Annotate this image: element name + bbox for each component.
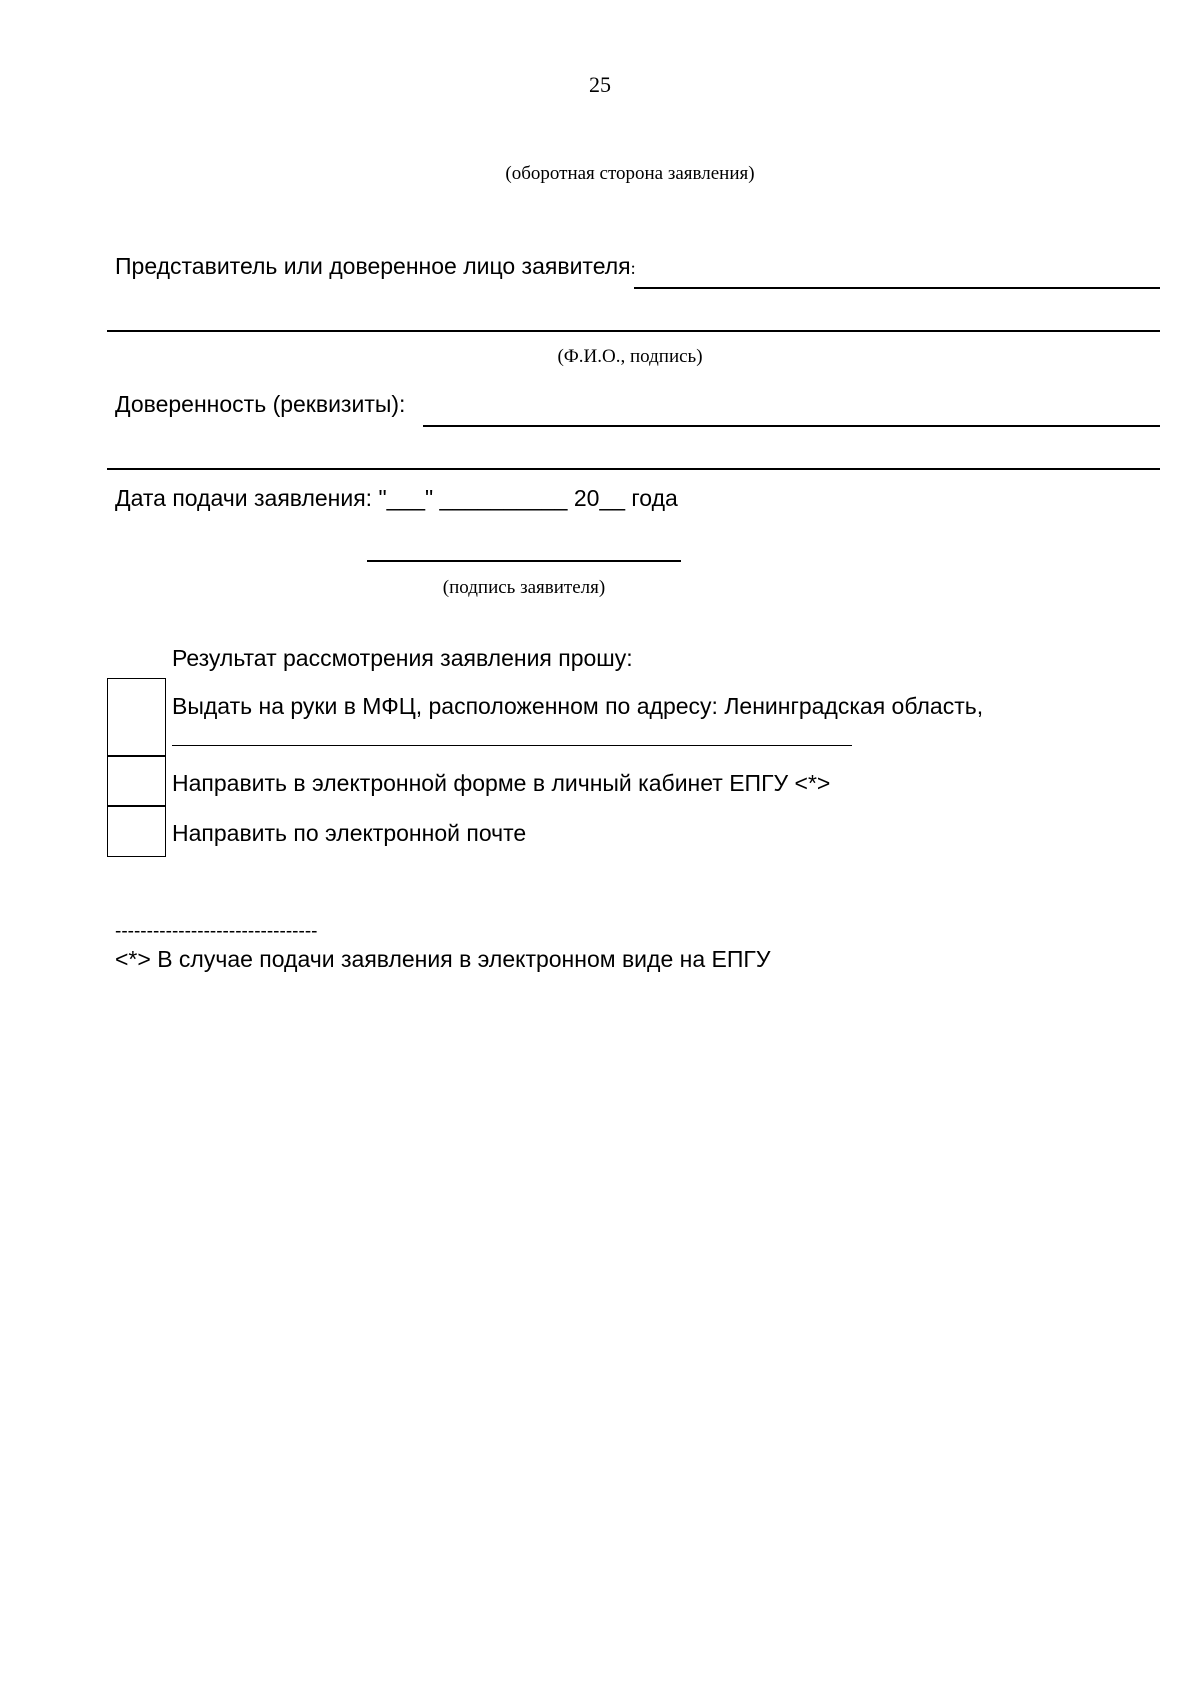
page-number: 25 — [589, 72, 611, 97]
representative-field-line[interactable] — [634, 287, 1160, 289]
mfc-address-line[interactable] — [172, 745, 852, 746]
representative-label — [115, 252, 636, 282]
footnote-text: <*> В случае подачи заявления в электронном виде на ЕПГУ — [115, 946, 771, 972]
result-heading: Результат рассмотрения заявления прошу: — [172, 645, 633, 671]
fio-caption: (Ф.И.О., подпись) — [557, 346, 703, 367]
applicant-signature-line[interactable] — [367, 560, 681, 562]
representative-full-line[interactable] — [107, 330, 1160, 332]
power-of-attorney-full-line[interactable] — [107, 468, 1160, 470]
applicant-signature-caption: (подпись заявителя) — [442, 577, 606, 598]
page-subtitle: (оборотная сторона заявления) — [505, 163, 755, 184]
representative-label-text: Представитель или доверенное лицо заявителя — [115, 253, 631, 279]
option-label-email: Направить по электронной почте — [172, 820, 527, 846]
submission-date-line: Дата подачи заявления: "___" __________ 20__ года — [115, 485, 678, 511]
option-checkbox-email[interactable] — [107, 805, 166, 857]
option-label-epgu: Направить в электронной форме в личный кабинет ЕПГУ <*> — [172, 770, 831, 796]
representative-colon: : — [630, 258, 636, 278]
option-label-mfc: Выдать на руки в МФЦ, расположенном по адресу: Ленинградская область, — [172, 693, 984, 719]
power-of-attorney-label: Доверенность (реквизиты): — [115, 391, 406, 417]
footnote-separator: -------------------------------- — [115, 921, 318, 942]
option-checkbox-epgu[interactable] — [107, 755, 166, 807]
power-of-attorney-field-line[interactable] — [423, 425, 1160, 427]
option-checkbox-mfc[interactable] — [107, 678, 166, 757]
